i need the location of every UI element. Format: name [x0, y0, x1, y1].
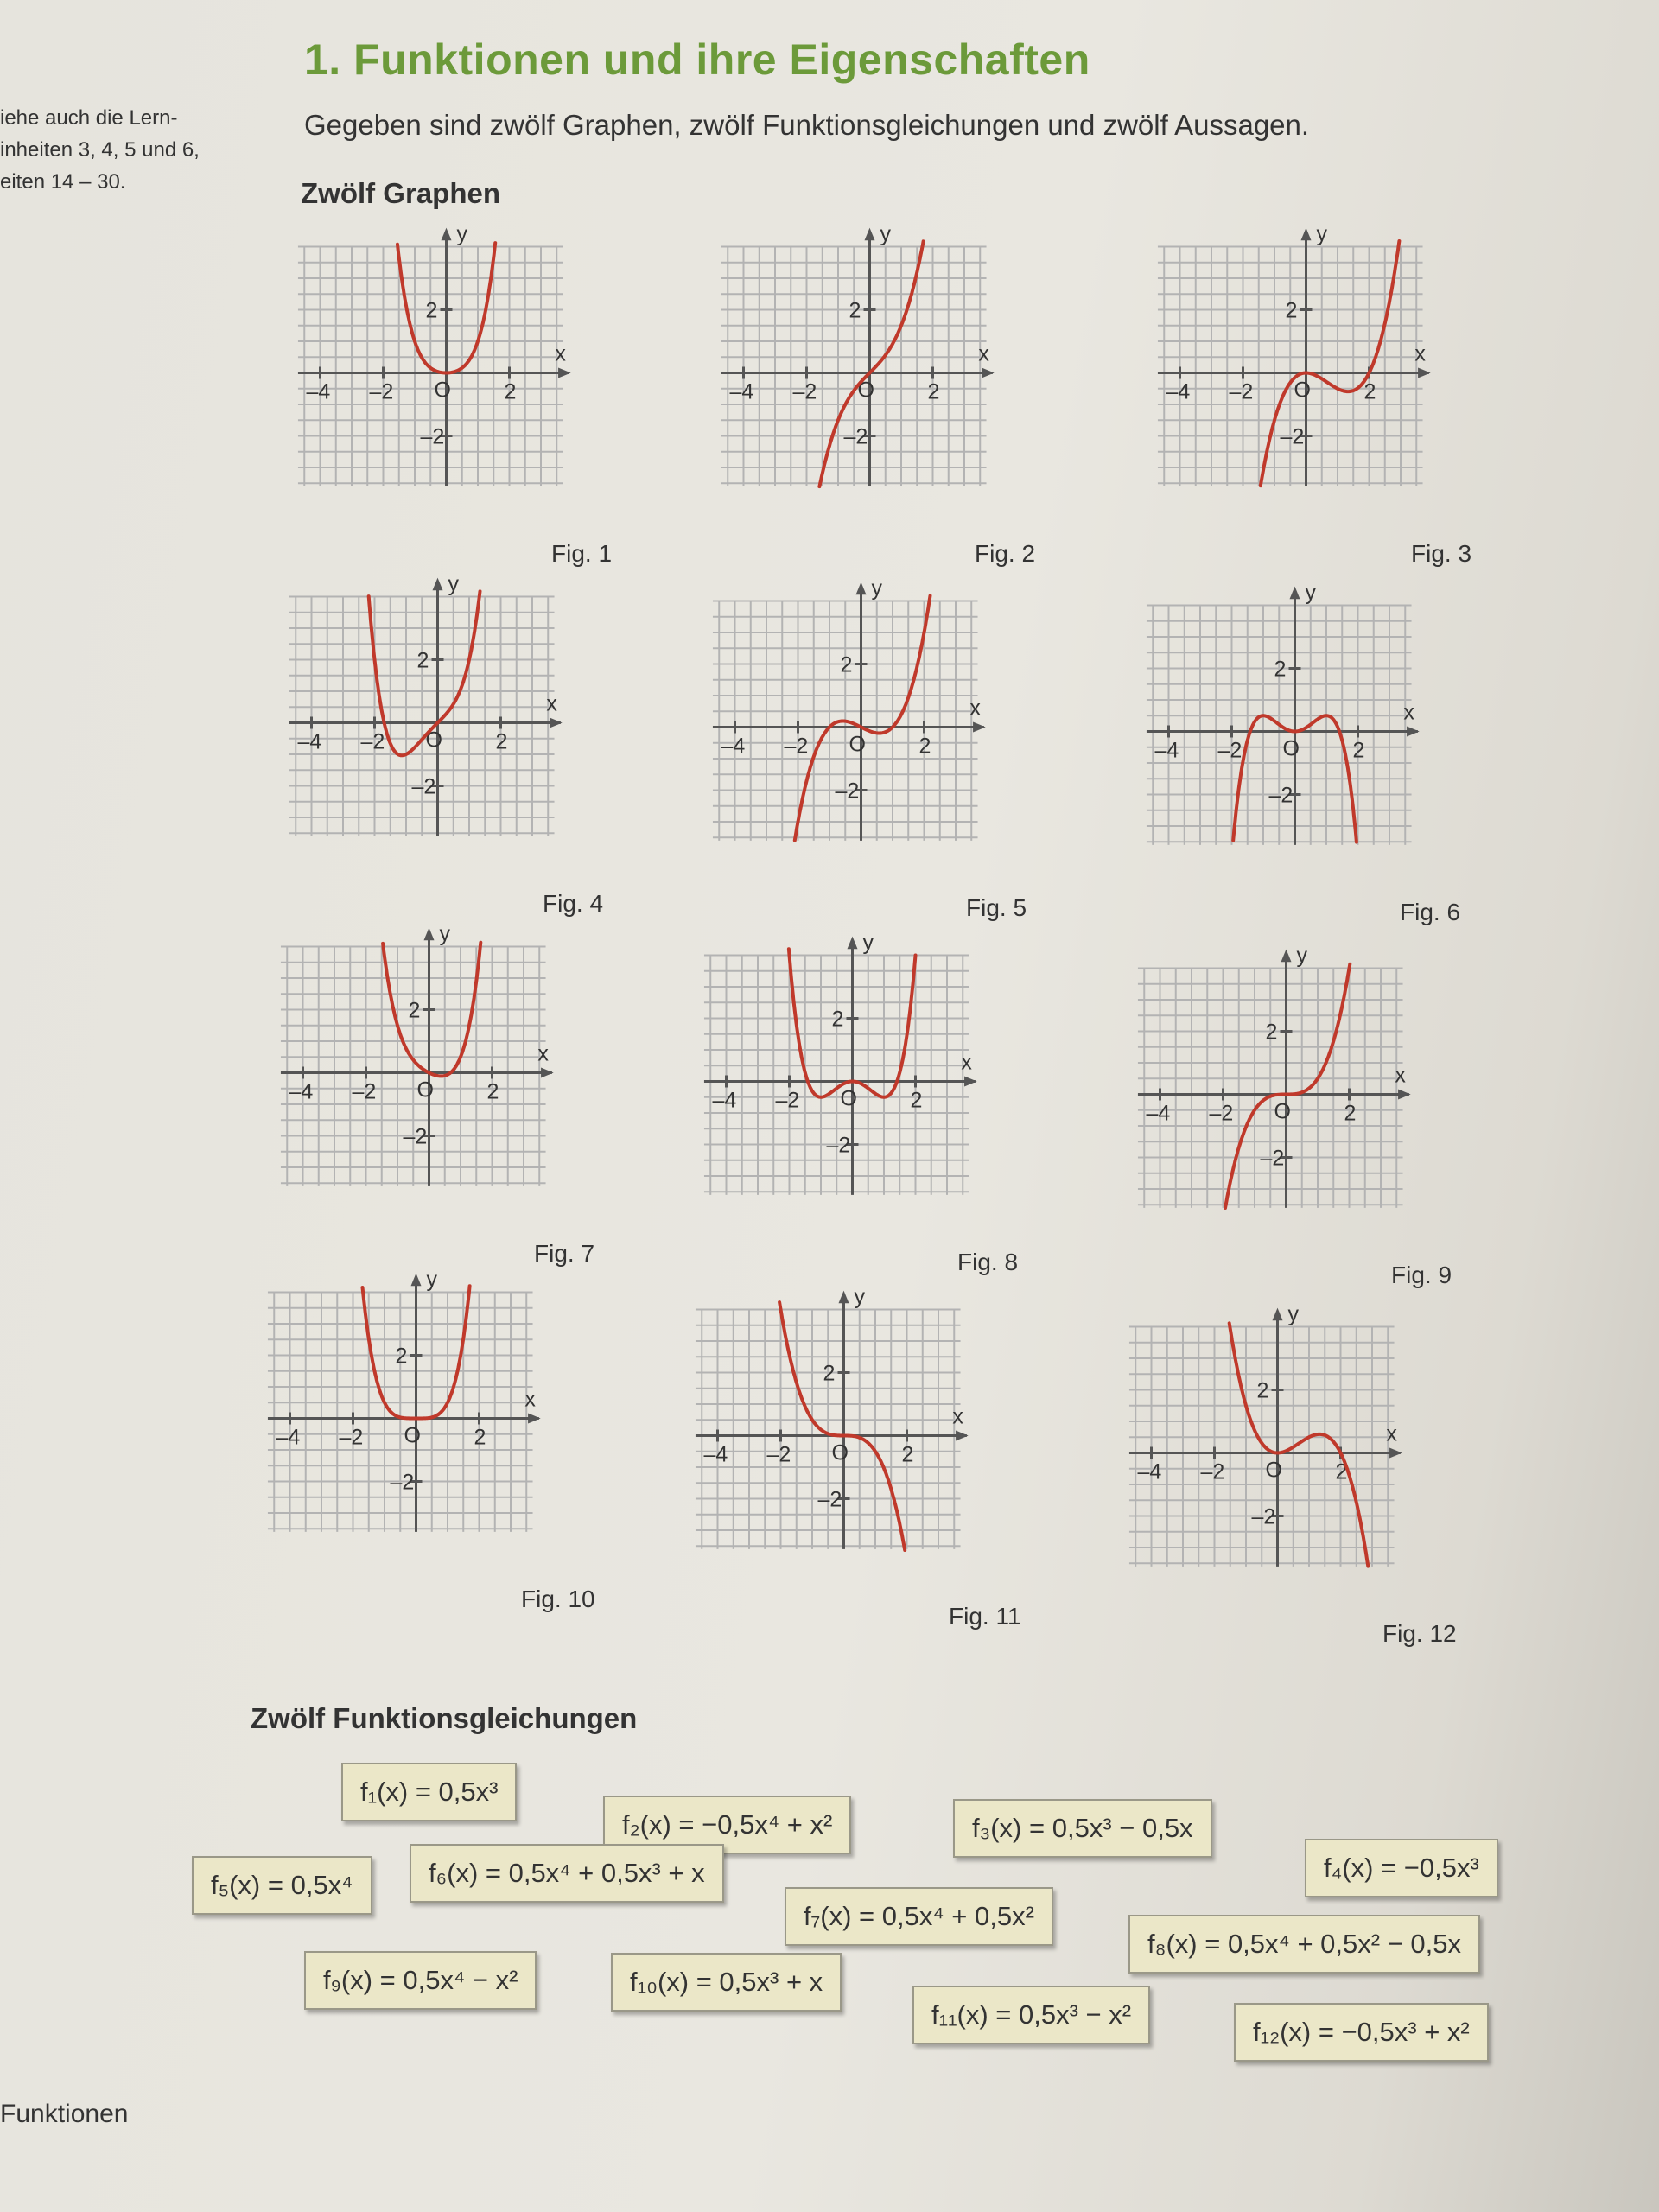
x-axis-label: x: [1414, 341, 1426, 366]
equation-card-f12[interactable]: f₁₂(x) = −0,5x³ + x²: [1234, 2003, 1489, 2062]
equation-card-f4[interactable]: f₄(x) = −0,5x³: [1305, 1839, 1498, 1897]
x-tick-label: 2: [474, 1425, 486, 1450]
graph-plot: [275, 921, 586, 1227]
x-axis-label: x: [1386, 1421, 1397, 1446]
y-tick-label: –2: [1268, 783, 1294, 808]
y-axis-arrow-icon: [848, 937, 858, 950]
x-axis-label: x: [546, 691, 557, 716]
x-axis-arrow-icon: [964, 1077, 977, 1087]
figure-6: [1141, 580, 1478, 925]
x-tick-label: –2: [1217, 738, 1243, 763]
y-tick-label: 2: [823, 1361, 836, 1386]
equation-card-f8[interactable]: f₈(x) = 0,5x⁴ + 0,5x² − 0,5x: [1128, 1915, 1480, 1974]
y-axis-label: y: [448, 571, 459, 596]
x-axis-arrow-icon: [550, 718, 563, 728]
y-axis-arrow-icon: [856, 582, 867, 595]
figure-label: Fig. 9: [1391, 1262, 1452, 1288]
x-axis-label: x: [978, 341, 989, 366]
equation-card-f2[interactable]: f₂(x) = −0,5x⁴ + x²: [603, 1796, 851, 1854]
x-axis-label: x: [952, 1404, 963, 1429]
graph-plot: [690, 1284, 1001, 1590]
x-tick-label: 2: [495, 729, 508, 754]
x-tick-label: –2: [784, 734, 809, 759]
y-axis-arrow-icon: [411, 1274, 422, 1287]
figure-label: Fig. 1: [551, 540, 613, 567]
figure-12: [1123, 1301, 1460, 1647]
y-tick-label: –2: [1251, 1504, 1276, 1529]
x-tick-label: 2: [1344, 1101, 1357, 1126]
x-tick-label: 2: [901, 1442, 914, 1467]
x-tick-label: 2: [486, 1079, 499, 1104]
figure-1: [292, 221, 629, 567]
origin-label: O: [416, 1077, 434, 1103]
x-tick-label: 2: [910, 1088, 923, 1113]
figure-2: [715, 221, 1052, 567]
y-tick-label: 2: [1256, 1378, 1269, 1403]
origin-label: O: [425, 728, 442, 753]
x-tick-label: –2: [775, 1088, 800, 1113]
origin-label: O: [831, 1440, 849, 1465]
y-axis-label: y: [854, 1284, 865, 1309]
figure-5: [707, 575, 1044, 921]
origin-label: O: [840, 1086, 857, 1111]
function-curve: [369, 591, 480, 755]
x-tick-label: –2: [1209, 1101, 1234, 1126]
y-tick-label: –2: [390, 1470, 415, 1495]
x-axis-label: x: [1403, 700, 1414, 725]
y-tick-label: –2: [1280, 424, 1305, 449]
x-tick-label: –2: [792, 379, 817, 404]
x-tick-label: 2: [1352, 738, 1365, 763]
side-note-line: eiten 14 – 30.: [0, 170, 126, 194]
equations-heading: Zwölf Funktionsgleichungen: [251, 1702, 638, 1734]
x-tick-label: –2: [369, 379, 394, 404]
graph-plot: [707, 575, 1018, 881]
figure-label: Fig. 2: [975, 540, 1036, 567]
y-axis-label: y: [426, 1267, 437, 1292]
x-tick-label: 2: [504, 379, 517, 404]
equation-card-f10[interactable]: f₁₀(x) = 0,5x³ + x: [611, 1953, 842, 2012]
y-axis-arrow-icon: [433, 578, 443, 591]
y-tick-label: –2: [411, 774, 436, 799]
x-tick-label: –4: [712, 1088, 737, 1113]
x-tick-label: –4: [1146, 1101, 1171, 1126]
side-note-line: iehe auch die Lern-: [0, 106, 178, 130]
graph-plot: [715, 221, 1027, 527]
x-tick-label: –4: [1154, 738, 1179, 763]
figure-4: [283, 571, 620, 917]
y-tick-label: –2: [420, 424, 445, 449]
y-tick-label: 2: [1285, 298, 1298, 323]
figure-10: [262, 1267, 599, 1612]
graph-plot: [1123, 1301, 1434, 1607]
function-curve: [1230, 1323, 1369, 1566]
side-note: [0, 102, 259, 198]
x-axis-label: x: [555, 341, 566, 366]
x-axis-arrow-icon: [558, 368, 571, 378]
y-tick-label: 2: [395, 1344, 408, 1369]
equation-card-f9[interactable]: f₉(x) = 0,5x⁴ − x²: [304, 1951, 537, 2010]
x-tick-label: –2: [766, 1442, 791, 1467]
y-tick-label: –2: [817, 1487, 842, 1512]
x-tick-label: –4: [1166, 379, 1191, 404]
figure-label: Fig. 7: [534, 1240, 595, 1267]
origin-label: O: [434, 378, 451, 403]
y-tick-label: 2: [1274, 657, 1287, 682]
y-axis-label: y: [871, 575, 882, 601]
x-tick-label: –2: [339, 1425, 364, 1450]
x-axis-arrow-icon: [1407, 727, 1420, 737]
figure-3: [1152, 221, 1489, 567]
graph-plot: [1152, 221, 1463, 527]
x-tick-label: –4: [289, 1079, 314, 1104]
x-axis-label: x: [524, 1387, 536, 1412]
y-tick-label: 2: [831, 1007, 844, 1032]
x-tick-label: –4: [729, 379, 754, 404]
figure-label: Fig. 3: [1411, 540, 1472, 567]
y-tick-label: –2: [1260, 1146, 1285, 1171]
y-axis-label: y: [1305, 580, 1316, 605]
figure-7: [275, 921, 612, 1267]
function-curve: [779, 1302, 905, 1550]
figure-label: Fig. 6: [1400, 899, 1461, 925]
y-tick-label: 2: [408, 998, 421, 1023]
y-tick-label: 2: [840, 652, 853, 677]
x-tick-label: –2: [1229, 379, 1254, 404]
origin-label: O: [404, 1423, 421, 1448]
graph-plot: [1132, 943, 1443, 1249]
x-axis-arrow-icon: [528, 1414, 541, 1424]
origin-label: O: [849, 732, 866, 757]
x-axis-arrow-icon: [982, 368, 995, 378]
y-tick-label: –2: [826, 1133, 851, 1158]
y-axis-arrow-icon: [839, 1291, 849, 1304]
x-tick-label: –4: [721, 734, 746, 759]
y-axis-label: y: [1316, 221, 1327, 246]
x-axis-arrow-icon: [541, 1068, 554, 1078]
x-axis-label: x: [961, 1050, 972, 1075]
y-axis-label: y: [880, 221, 891, 246]
page-title: 1. Funktionen und ihre Eigenschaften: [304, 35, 1090, 84]
graph-plot: [292, 221, 603, 527]
x-tick-label: –2: [1200, 1459, 1225, 1484]
x-axis-label: x: [969, 696, 981, 721]
equation-card-f3[interactable]: f₃(x) = 0,5x³ − 0,5x: [953, 1799, 1212, 1858]
figure-label: Fig. 8: [957, 1249, 1019, 1275]
graph-plot: [262, 1267, 573, 1573]
x-axis-arrow-icon: [1418, 368, 1431, 378]
x-axis-arrow-icon: [973, 722, 986, 733]
equation-card-f5[interactable]: f₅(x) = 0,5x⁴: [192, 1856, 372, 1915]
graph-plot: [283, 571, 594, 877]
y-axis-label: y: [456, 221, 467, 246]
y-tick-label: 2: [425, 298, 438, 323]
equation-card-f1[interactable]: f₁(x) = 0,5x³: [341, 1763, 517, 1821]
x-tick-label: –4: [297, 729, 322, 754]
y-axis-arrow-icon: [1290, 587, 1300, 600]
y-axis-arrow-icon: [1301, 228, 1312, 241]
x-tick-label: 2: [927, 379, 940, 404]
graphs-heading: Zwölf Graphen: [301, 177, 500, 209]
y-axis-arrow-icon: [1281, 950, 1292, 963]
figure-8: [698, 930, 1035, 1275]
origin-label: O: [1274, 1099, 1291, 1124]
x-tick-label: –2: [360, 729, 385, 754]
intro-text: Gegeben sind zwölf Graphen, zwölf Funktionsgleichungen und zwölf Aussagen.: [304, 109, 1310, 141]
figure-label: Fig. 5: [966, 894, 1027, 921]
x-axis-arrow-icon: [1398, 1090, 1411, 1100]
graph-plot: [1141, 580, 1452, 886]
x-tick-label: 2: [1363, 379, 1376, 404]
equation-card-f11[interactable]: f₁₁(x) = 0,5x³ − x²: [912, 1986, 1150, 2044]
figure-11: [690, 1284, 1027, 1630]
y-axis-arrow-icon: [424, 928, 435, 941]
figure-label: Fig. 10: [521, 1586, 595, 1612]
x-axis-label: x: [537, 1041, 549, 1066]
y-axis-label: y: [439, 921, 450, 946]
equation-card-f7[interactable]: f₇(x) = 0,5x⁴ + 0,5x²: [785, 1887, 1053, 1946]
origin-label: O: [1265, 1458, 1282, 1483]
x-tick-label: 2: [918, 734, 931, 759]
side-note-line: inheiten 3, 4, 5 und 6,: [0, 138, 200, 162]
x-tick-label: –4: [1137, 1459, 1162, 1484]
x-tick-label: –4: [276, 1425, 301, 1450]
x-axis-label: x: [1395, 1063, 1406, 1088]
y-tick-label: –2: [403, 1124, 428, 1149]
y-axis-label: y: [862, 930, 874, 955]
x-tick-label: –2: [352, 1079, 377, 1104]
y-axis-arrow-icon: [442, 228, 452, 241]
origin-label: O: [1294, 378, 1311, 403]
origin-label: O: [857, 378, 874, 403]
y-tick-label: 2: [1265, 1020, 1278, 1045]
y-tick-label: –2: [843, 424, 868, 449]
footer-chapter-label: Funktionen: [0, 2100, 129, 2128]
function-curve: [1225, 964, 1350, 1208]
figure-label: Fig. 11: [949, 1603, 1021, 1630]
x-tick-label: –4: [703, 1442, 728, 1467]
origin-label: O: [1282, 736, 1300, 761]
y-axis-label: y: [1296, 943, 1307, 968]
y-axis-arrow-icon: [865, 228, 875, 241]
equation-card-f6[interactable]: f₆(x) = 0,5x⁴ + 0,5x³ + x: [410, 1844, 724, 1903]
graph-plot: [698, 930, 1009, 1236]
x-tick-label: –4: [306, 379, 331, 404]
y-axis-arrow-icon: [1273, 1308, 1283, 1321]
y-tick-label: 2: [849, 298, 861, 323]
y-tick-label: –2: [835, 779, 860, 804]
figure-9: [1132, 943, 1469, 1288]
figure-label: Fig. 4: [543, 890, 604, 917]
y-tick-label: 2: [416, 648, 429, 673]
y-axis-label: y: [1287, 1301, 1299, 1326]
x-axis-arrow-icon: [1389, 1448, 1402, 1459]
figure-label: Fig. 12: [1382, 1620, 1457, 1647]
x-tick-label: 2: [1335, 1459, 1348, 1484]
x-axis-arrow-icon: [956, 1431, 969, 1441]
